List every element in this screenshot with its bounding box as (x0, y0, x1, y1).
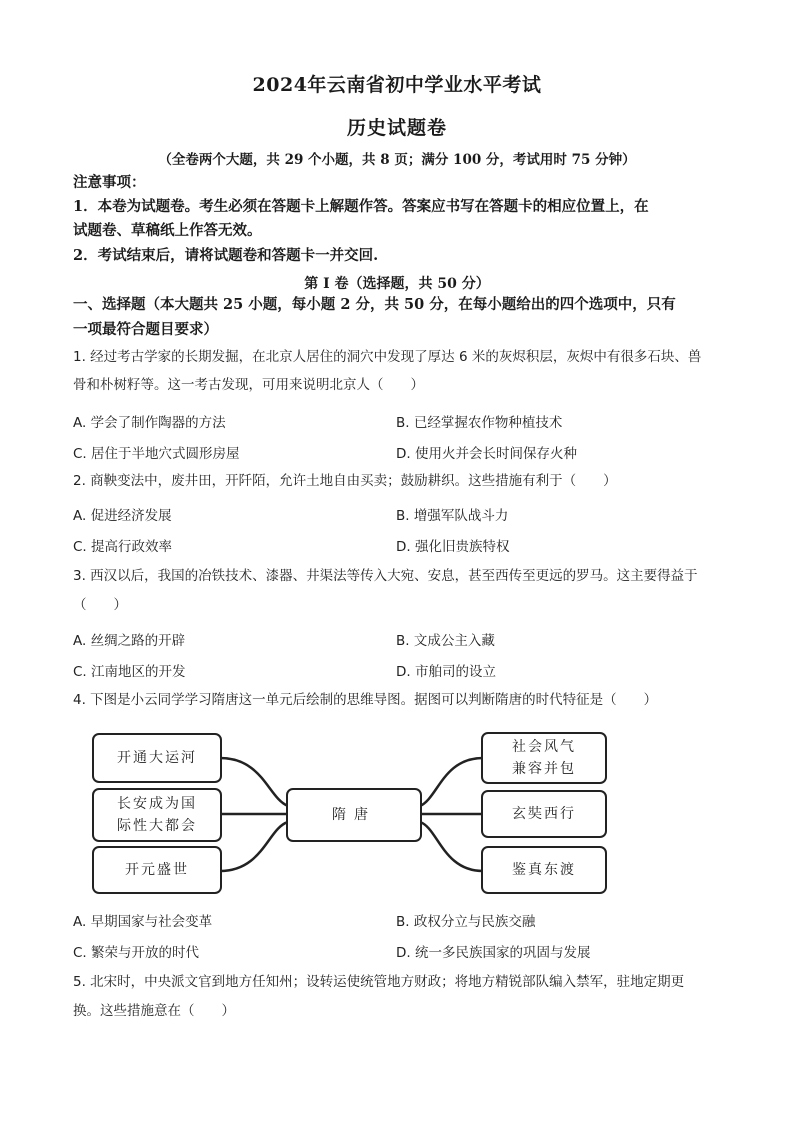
section-title: 第 I 卷（选择题，共 50 分） (304, 276, 490, 292)
question-1-option-a[interactable]: A. 学会了制作陶器的方法 (73, 415, 226, 431)
notes-item-1-line-1: 1．本卷为试题卷。考生必须在答题卡上解题作答。答案应书写在答题卡的相应位置上，在 (73, 198, 649, 215)
question-4-option-d[interactable]: D. 统一多民族国家的巩固与发展 (396, 945, 591, 961)
notes-item-2: 2．考试结束后，请将试题卷和答题卡一并交回. (73, 247, 379, 264)
mind-map-node-social-ethos-line-2: 兼容并包 (512, 761, 576, 777)
exam-subtitle: 历史试题卷 (346, 117, 447, 139)
question-1-option-d[interactable]: D. 使用火并会长时间保存火种 (396, 446, 577, 462)
question-3-stem-line-1: 3. 西汉以后，我国的冶铁技术、漆器、井渠法等传入大宛、安息，甚至西传至更远的罗马。这主要得益于 (73, 568, 698, 584)
question-4-option-a[interactable]: A. 早期国家与社会变革 (73, 914, 213, 930)
mind-map-node-kaiyuan: 开元盛世 (92, 846, 222, 894)
mind-map-node-jianzhen: 鉴真东渡 (481, 846, 607, 894)
question-3-option-c[interactable]: C. 江南地区的开发 (73, 664, 186, 680)
question-5-stem-line-1: 5. 北宋时，中央派文官到地方任知州；设转运使统管地方财政；将地方精锐部队编入禁军，驻地定期更 (73, 974, 685, 990)
question-5-stem-line-2: 换。这些措施意在（ ） (73, 1003, 235, 1019)
section-instructions-line-2: 一项最符合题目要求） (73, 321, 218, 338)
notes-item-1-line-2: 试题卷、草稿纸上作答无效。 (73, 222, 262, 239)
mind-map-node-social-ethos-line-1: 社会风气 (512, 739, 576, 755)
notes-heading: 注意事项： (73, 174, 146, 191)
question-2-option-b[interactable]: B. 增强军队战斗力 (396, 508, 509, 524)
mind-map-node-grand-canal: 开通大运河 (92, 733, 222, 783)
section-instructions-line-1: 一、选择题（本大题共 25 小题，每小题 2 分，共 50 分，在每小题给出的四个选项中，只有 (73, 296, 676, 313)
question-4-option-c[interactable]: C. 繁荣与开放的时代 (73, 945, 200, 961)
question-1-stem-line-1: 1. 经过考古学家的长期发掘，在北京人居住的洞穴中发现了厚达 6 米的灰烬积层，灰烬中有很多石块、兽 (73, 349, 702, 365)
mind-map-node-changan (92, 788, 222, 842)
question-2-option-c[interactable]: C. 提高行政效率 (73, 539, 173, 555)
question-1-option-c[interactable]: C. 居住于半地穴式圆形房屋 (73, 446, 240, 462)
sui-tang-mind-map (88, 728, 618, 898)
mind-map-node-changan-line-2: 际性大都会 (117, 818, 197, 834)
question-2-option-d[interactable]: D. 强化旧贵族特权 (396, 539, 510, 555)
question-3-stem-line-2: （ ） (73, 597, 127, 613)
question-3-option-d[interactable]: D. 市舶司的设立 (396, 664, 496, 680)
question-2-stem: 2. 商鞅变法中，废井田，开阡陌，允许土地自由买卖；鼓励耕织。这些措施有利于（ ） (73, 473, 617, 489)
exam-title: 2024年云南省初中学业水平考试 (252, 74, 542, 96)
question-4-option-b[interactable]: B. 政权分立与民族交融 (396, 914, 536, 930)
mind-map-node-changan-line-1: 长安成为国 (117, 796, 197, 812)
question-3-option-a[interactable]: A. 丝绸之路的开辟 (73, 633, 186, 649)
question-1-option-b[interactable]: B. 已经掌握农作物种植技术 (396, 415, 563, 431)
exam-meta: （全卷两个大题，共 29 个小题，共 8 页；满分 100 分，考试用时 75 分钟） (158, 152, 636, 168)
mind-map-node-social-ethos (481, 732, 607, 784)
question-2-option-a[interactable]: A. 促进经济发展 (73, 508, 172, 524)
question-4-stem: 4. 下图是小云同学学习隋唐这一单元后绘制的思维导图。据图可以判断隋唐的时代特征是（ ） (73, 692, 658, 708)
mind-map-node-xuanzang: 玄奘西行 (481, 790, 607, 838)
question-3-option-b[interactable]: B. 文成公主入藏 (396, 633, 495, 649)
question-1-stem-line-2: 骨和朴树籽等。这一考古发现，可用来说明北京人（ ） (73, 377, 424, 393)
mind-map-node-center: 隋唐 (286, 788, 422, 842)
